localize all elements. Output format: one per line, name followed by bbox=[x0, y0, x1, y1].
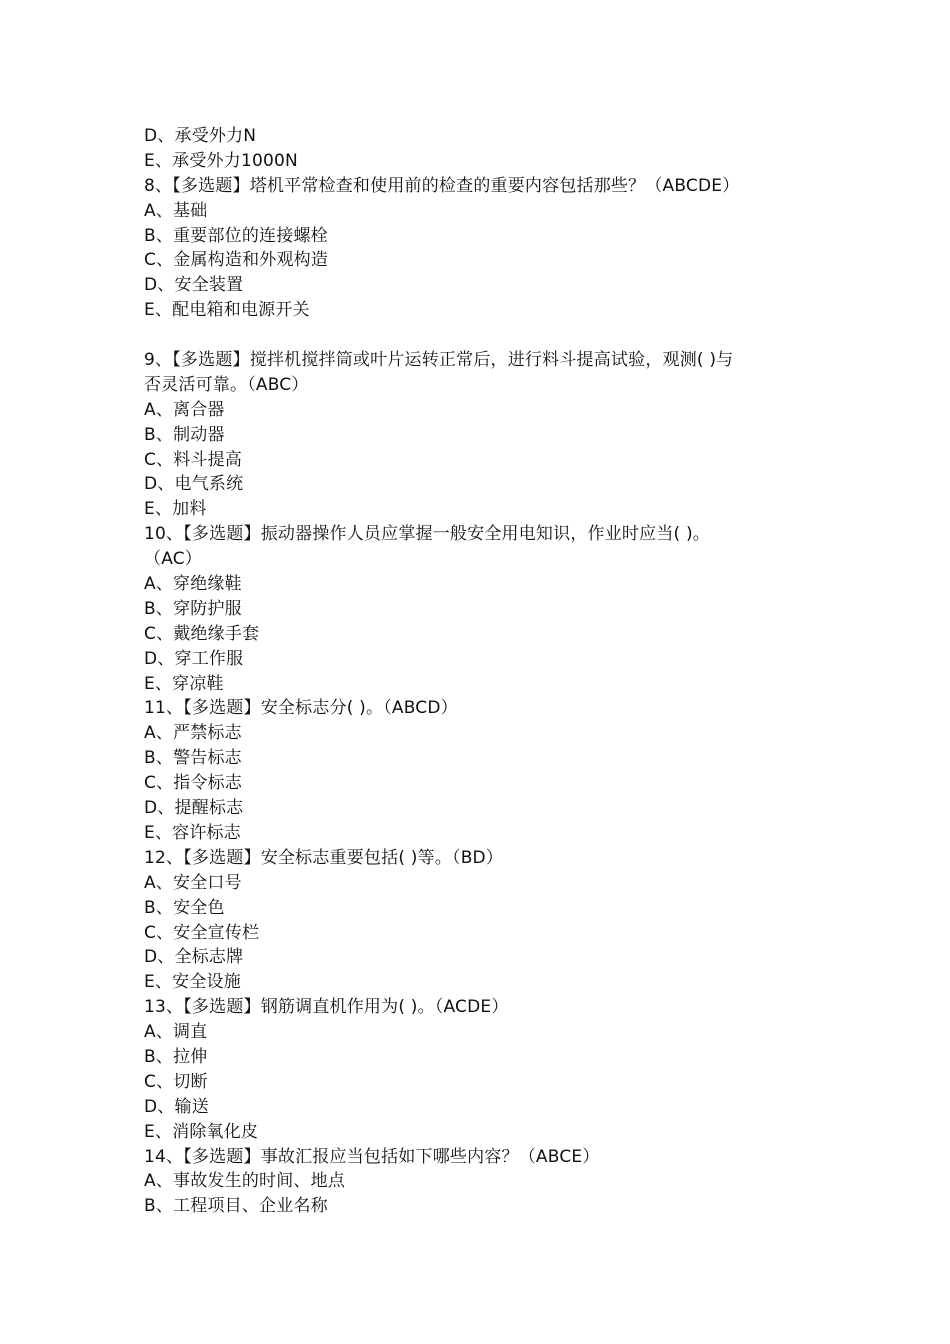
question-line-continued: 否灵活可靠。（ABC） bbox=[144, 374, 309, 395]
blank-line bbox=[144, 323, 816, 348]
question-line: 10、【多选题】振动器操作人员应掌握一般安全用电知识，作业时应当( )。 bbox=[144, 524, 710, 545]
option-line: E、容许标志 bbox=[144, 822, 241, 843]
option-line: C、戴绝缘手套 bbox=[144, 623, 260, 644]
option-line: D、提醒标志 bbox=[144, 798, 244, 819]
option-line: C、安全宣传栏 bbox=[144, 922, 260, 943]
option-line: E、安全设施 bbox=[144, 972, 241, 993]
question-line: 9、【多选题】搅拌机搅拌筒或叶片运转正常后，进行料斗提高试验，观测( )与 bbox=[144, 350, 734, 371]
option-line: A、离合器 bbox=[144, 399, 225, 420]
question-line-continued: （AC） bbox=[144, 549, 203, 570]
option-line: D、安全装置 bbox=[144, 275, 244, 296]
option-line: C、切断 bbox=[144, 1071, 208, 1092]
option-line: B、制动器 bbox=[144, 424, 225, 445]
option-line: B、重要部位的连接螺栓 bbox=[144, 225, 328, 246]
option-line: E、加料 bbox=[144, 499, 207, 520]
option-line: C、指令标志 bbox=[144, 773, 243, 794]
option-line: E、消除氧化皮 bbox=[144, 1121, 259, 1142]
option-line: E、承受外力1000N bbox=[144, 150, 298, 171]
question-line: 13、【多选题】钢筋调直机作用为( )。（ACDE） bbox=[144, 997, 509, 1018]
option-line: B、工程项目、企业名称 bbox=[144, 1196, 328, 1217]
question-line: 11、【多选题】安全标志分( )。（ABCD） bbox=[144, 698, 458, 719]
option-line: D、输送 bbox=[144, 1096, 209, 1117]
option-line: C、金属构造和外观构造 bbox=[144, 250, 329, 271]
question-text-body bbox=[144, 124, 816, 1219]
question-line: 14、【多选题】事故汇报应当包括如下哪些内容？（ABCE） bbox=[144, 1146, 600, 1167]
question-line: 8、【多选题】塔机平常检查和使用前的检查的重要内容包括那些？（ABCDE） bbox=[144, 175, 740, 196]
option-line: A、调直 bbox=[144, 1022, 208, 1043]
question-line: 12、【多选题】安全标志重要包括( )等。（BD） bbox=[144, 847, 504, 868]
option-line: D、电气系统 bbox=[144, 474, 244, 495]
option-line: E、穿凉鞋 bbox=[144, 673, 224, 694]
option-line: B、穿防护服 bbox=[144, 598, 242, 619]
option-line: D、全标志牌 bbox=[144, 947, 244, 968]
option-line: A、严禁标志 bbox=[144, 723, 242, 744]
option-line: C、料斗提高 bbox=[144, 449, 243, 470]
option-line: A、基础 bbox=[144, 200, 208, 221]
option-line: A、穿绝缘鞋 bbox=[144, 574, 242, 595]
option-line: B、拉伸 bbox=[144, 1046, 208, 1067]
option-line: A、安全口号 bbox=[144, 872, 242, 893]
option-line: B、警告标志 bbox=[144, 748, 242, 769]
option-line: B、安全色 bbox=[144, 897, 225, 918]
option-line: D、承受外力N bbox=[144, 126, 257, 146]
option-line: E、配电箱和电源开关 bbox=[144, 300, 310, 321]
option-line: A、事故发生的时间、地点 bbox=[144, 1171, 346, 1192]
option-line: D、穿工作服 bbox=[144, 648, 244, 669]
